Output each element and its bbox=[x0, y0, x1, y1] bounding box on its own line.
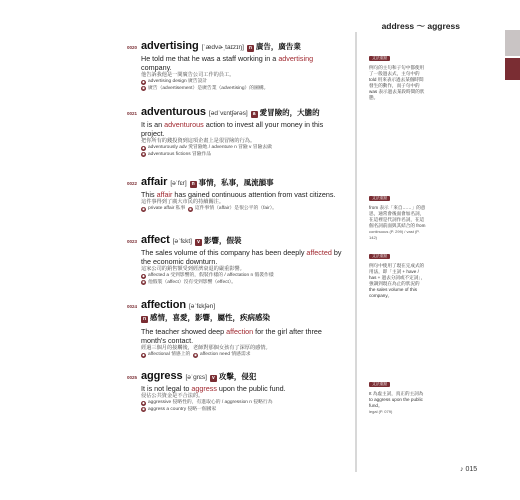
related-icon: ◆ bbox=[142, 352, 145, 357]
translation: 經過三個月的接觸後，老師對那個女孩有了深厚的感情。 bbox=[141, 345, 271, 351]
related-icon: ◆ bbox=[142, 273, 145, 278]
headword: affair bbox=[141, 176, 168, 188]
note-tag: 文法重點 bbox=[369, 254, 390, 259]
note-tag: 文法重點 bbox=[369, 56, 390, 61]
entry-number: 0021 bbox=[127, 111, 138, 116]
highlight-word: affair bbox=[156, 190, 173, 199]
pronunciation: [əˈfɛr] bbox=[170, 180, 187, 187]
memory-icon: ◉ bbox=[188, 206, 192, 211]
memory-icon: ◉ bbox=[141, 280, 146, 285]
phrase-icon: ◉ bbox=[141, 152, 146, 157]
headword: adventurous bbox=[141, 106, 206, 118]
grammar-note bbox=[369, 244, 427, 299]
meaning: 攻擊，侵犯 bbox=[218, 372, 257, 381]
note-text: It 為虛主詞，真正的主詞為 to aggress upon the public fund。 bbox=[369, 391, 424, 408]
running-header: address ～ aggress bbox=[381, 21, 460, 31]
entry-number: 0025 bbox=[127, 375, 138, 380]
example-sentence: He told me that he was a staff working in a advertising company. bbox=[141, 54, 314, 72]
related-icon: ◆ bbox=[142, 145, 145, 150]
meaning: 事情，私事，風流韻事 bbox=[198, 178, 274, 187]
note-reference: legal (P. 079) bbox=[369, 409, 393, 414]
entry-number: 0020 bbox=[127, 45, 138, 50]
entry-number: 0024 bbox=[127, 304, 138, 309]
entry-affection bbox=[127, 299, 343, 359]
related-line: ◆ aggressive 侵略性的，有進取心的 / aggression n 侵略行為 bbox=[142, 400, 273, 405]
headword: affect bbox=[141, 234, 170, 246]
audio-note-icon: ♪ bbox=[460, 466, 464, 473]
part-of-speech-badge: a bbox=[251, 111, 258, 118]
meaning: 廣告，廣告業 bbox=[255, 42, 301, 51]
example-sentence: This affair has gained continuous attention from vast citizens. bbox=[141, 190, 336, 199]
pronunciation: [ˈædvɚˌtaɪzɪŋ] bbox=[201, 44, 244, 51]
part-of-speech-badge: v bbox=[195, 239, 202, 246]
headword: aggress bbox=[141, 370, 183, 382]
note-tag: 文法重點 bbox=[369, 196, 390, 201]
entry-affect bbox=[127, 234, 343, 286]
grammar-note bbox=[369, 46, 427, 101]
related-line: ◉ aggress a country 侵略一個國家 bbox=[141, 406, 217, 412]
highlight-word: advertising bbox=[278, 54, 314, 63]
related-line: ◆ affected a 受到影響的，假裝作樣的 / affectation n 假裝作樣 bbox=[142, 273, 274, 278]
related-line: ◉ private affair 私事 ◉ 這件事情（affair）是很公平的（fair）。 bbox=[141, 206, 277, 211]
part-of-speech-badge: v bbox=[210, 375, 217, 382]
note-text: 例句中使用了現在完成式的用法，即「主詞 + have / has + 過去分詞或不定詞」，強調到現在為止的狀況的 the sales volume of this company。 bbox=[369, 263, 426, 298]
phrase-icon: ◉ bbox=[193, 352, 198, 357]
meaning: 影響，假裝 bbox=[203, 236, 242, 245]
entry-advertising bbox=[127, 40, 343, 92]
entry-aggress bbox=[127, 370, 343, 413]
column-divider bbox=[355, 32, 357, 472]
translation: 把你所有的錢投資到這項企畫上是很冒險的行為。 bbox=[141, 138, 256, 144]
highlight-word: affection bbox=[226, 327, 254, 336]
pronunciation: [əˈgrɛs] bbox=[185, 374, 207, 381]
meaning: 愛冒險的，大膽的 bbox=[259, 108, 320, 117]
related-line: ◉ 他假裝（affect）沒有受到影響（effect）。 bbox=[141, 279, 237, 285]
example-sentence: It is not legal to aggress upon the public fund. bbox=[141, 384, 286, 393]
translation: 他告訴我他是一間廣告公司工作的員工。 bbox=[141, 72, 235, 78]
page-number: ♪ 015 bbox=[460, 466, 478, 473]
headword: advertising bbox=[141, 40, 199, 52]
related-line: ◉ adventurous fictions 冒險作品 bbox=[141, 151, 212, 157]
meaning: 感情，喜愛，影響，屬性，疾病感染 bbox=[150, 313, 270, 322]
example-sentence: It is an adventurous action to invest all your money in this project. bbox=[141, 120, 324, 138]
pronunciation: [ədˈvɛntʃərəs] bbox=[208, 110, 248, 117]
note-text: 例句的主句和子句中都使用了一般過去式，主句中的 told 用來表示過去某個時間發生的動作，而子句中的 was 表示過去某段時間的狀態。 bbox=[369, 65, 425, 100]
related-icon: ◆ bbox=[142, 79, 145, 84]
headword: affection bbox=[141, 299, 186, 311]
related-line: ◆ adventurously adv 愛冒險地 / adventure n 冒險 v 冒險去做 bbox=[142, 145, 272, 150]
related-line: ◉ 廣告（advertisement）是廣告業（advertising）的圖構。 bbox=[141, 85, 269, 91]
part-of-speech-badge: n bbox=[191, 181, 195, 187]
note-reference: continuous (P. 299) / vast (P. 142) bbox=[369, 229, 420, 240]
phrase-icon: ◉ bbox=[141, 407, 146, 412]
related-line: ◆ advertising design 廣告設計 bbox=[142, 79, 208, 84]
phrase-icon: ◉ bbox=[141, 206, 146, 211]
example-sentence: The teacher showed deep affection for the girl after three month's contact. bbox=[141, 327, 322, 345]
entry-adventurous bbox=[127, 106, 343, 158]
entry-number: 0022 bbox=[127, 181, 138, 186]
part-of-speech-badge: n bbox=[248, 45, 252, 51]
example-sentence: The sales volume of this company has been deeply affected by the economic downturn. bbox=[141, 248, 342, 266]
grammar-note bbox=[369, 372, 427, 415]
highlight-word: affected bbox=[306, 248, 332, 257]
pronunciation: [əˈfɛkt] bbox=[172, 238, 192, 245]
translation: 侵佔公共資金是不合法的。 bbox=[141, 393, 204, 399]
highlight-word: adventurous bbox=[164, 120, 204, 129]
note-tag: 文法重點 bbox=[369, 382, 390, 387]
entry-affair bbox=[127, 176, 343, 213]
note-text: from 表示「來自……」的意思，通常會後面會加名詞，在這裡是代詞作名詞，在這個名詞前面與其結合的 from bbox=[369, 205, 426, 228]
related-line: ◆ affectional 情感上的 ◉ affection need 情感需求 bbox=[142, 352, 251, 357]
entry-number: 0023 bbox=[127, 239, 138, 244]
translation: 這家公司的銷售額受到經濟衰退的嚴重影響。 bbox=[141, 266, 245, 272]
translation: 這件事得到了廣大市民的持續關注。 bbox=[141, 199, 225, 205]
memory-icon: ◉ bbox=[141, 86, 146, 91]
index-tab-active bbox=[505, 58, 520, 80]
related-icon: ◆ bbox=[142, 400, 145, 405]
index-tab bbox=[505, 30, 520, 56]
part-of-speech-badge: n bbox=[142, 316, 147, 322]
highlight-word: aggress bbox=[191, 384, 217, 393]
pronunciation: [əˈfɛkʃən] bbox=[188, 303, 216, 310]
grammar-note bbox=[369, 186, 427, 240]
